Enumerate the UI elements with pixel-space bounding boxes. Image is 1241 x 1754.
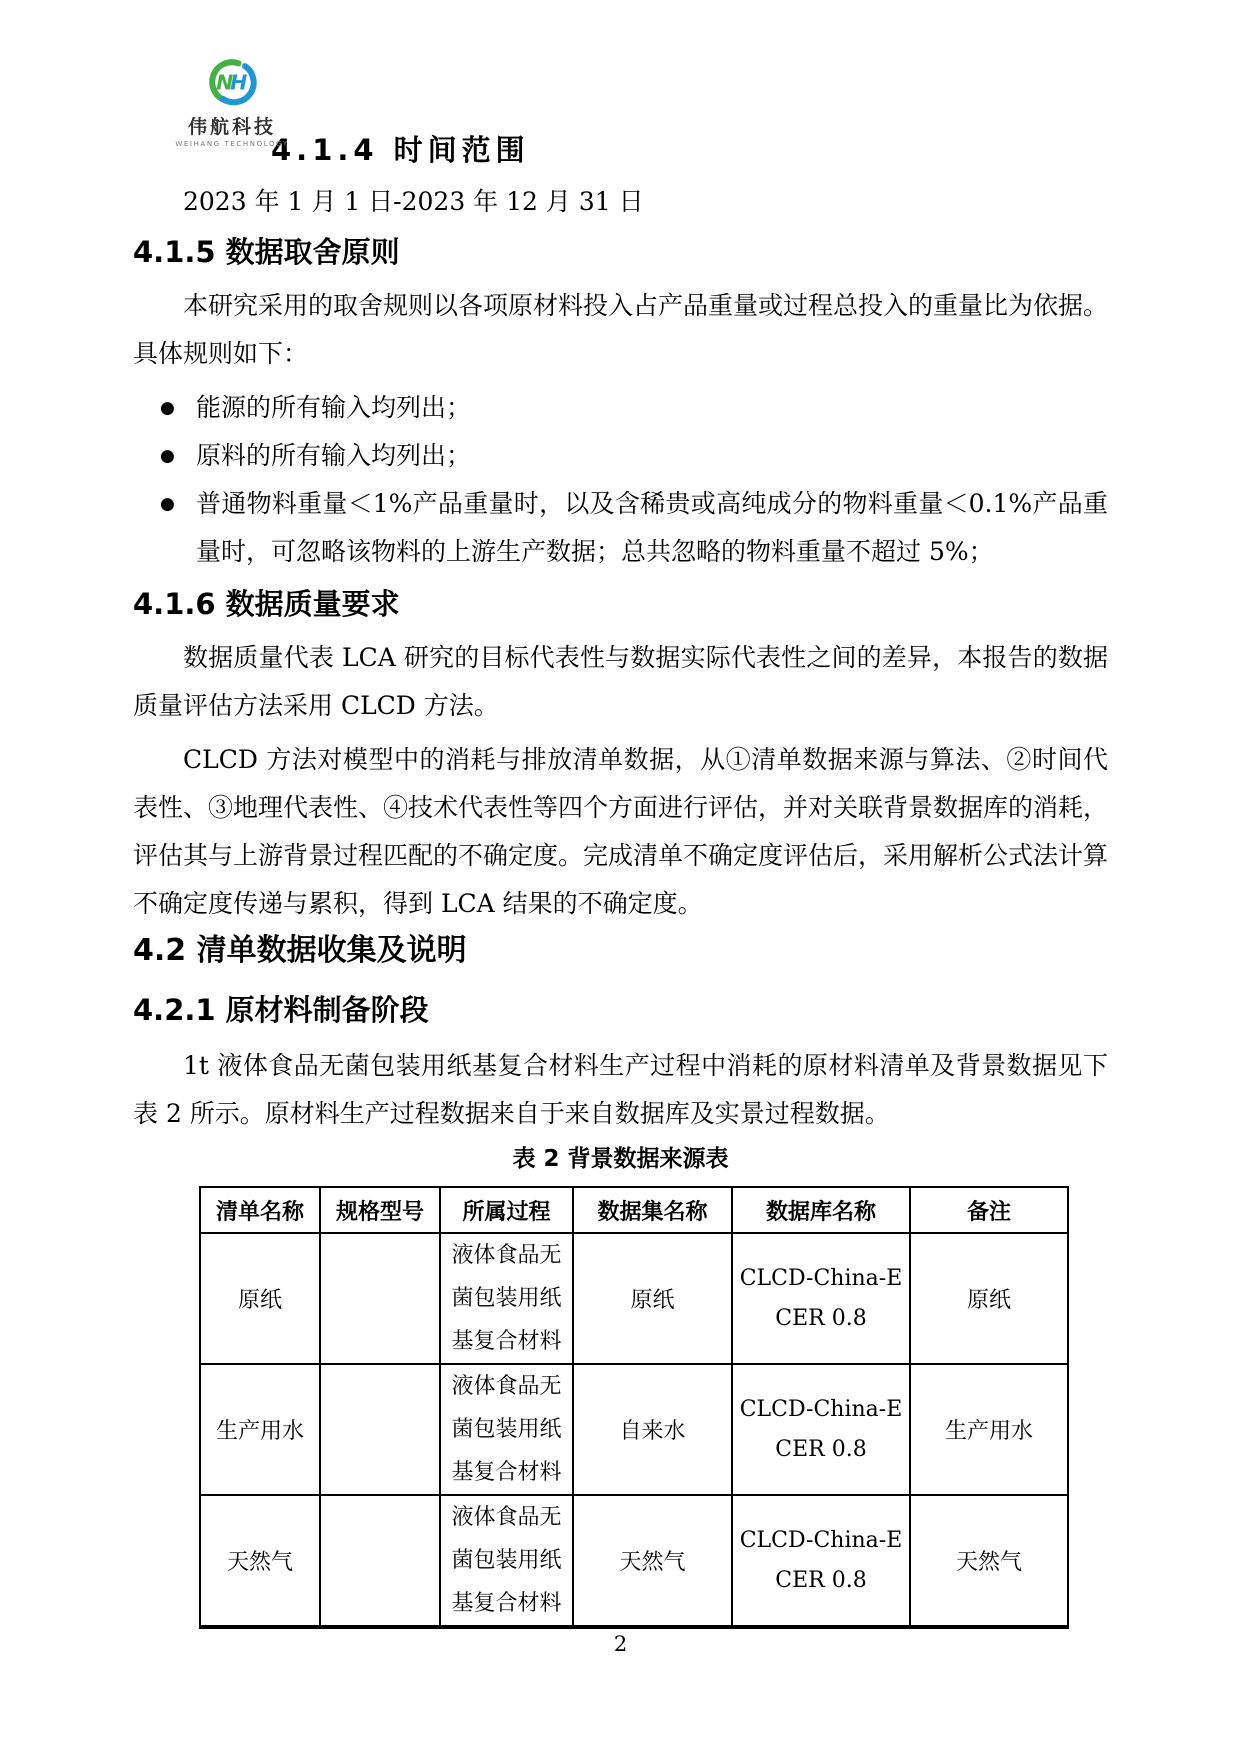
- paragraph-data-quality-2: CLCD 方法对模型中的消耗与排放清单数据，从①清单数据来源与算法、②时间代表性、③地理代表性、④技术代表性等四个方面进行评估，并对关联背景数据库的消耗，评估其与上游背景过程匹配的不确定度。完成清单不确定度评估后，采用解析公式法计算不确定度传递与累积，得到 LCA 结果的不确定度。: [133, 745, 1109, 918]
- cell-spec: [320, 1495, 440, 1627]
- logo-letter-n: N: [216, 70, 234, 95]
- page-number: 2: [613, 1632, 628, 1656]
- heading-4-2-inventory-data: 4.2 清单数据收集及说明: [133, 933, 467, 968]
- heading-4-1-4-time-scope: 4.1.4 时间范围: [271, 133, 530, 167]
- bullet-icon: ●: [160, 446, 175, 466]
- list-item-text: 能源的所有输入均列出；: [196, 393, 472, 422]
- cell-process: 液体食品无菌包装用纸基复合材料: [440, 1364, 573, 1495]
- column-header-database-name: 数据库名称: [732, 1187, 910, 1233]
- list-item-text: 原料的所有输入均列出；: [196, 441, 472, 470]
- cell-process: 液体食品无菌包装用纸基复合材料: [440, 1495, 573, 1627]
- heading-4-1-6-data-quality: 4.1.6 数据质量要求: [133, 587, 400, 621]
- cell-list-name: 生产用水: [200, 1364, 320, 1495]
- table-row: [200, 1495, 1068, 1627]
- cell-note: 天然气: [910, 1495, 1068, 1627]
- heading-4-2-1-raw-material: 4.2.1 原材料制备阶段: [133, 993, 429, 1027]
- date-range-text: 2023 年 1 月 1 日-2023 年 12 月 31 日: [183, 187, 644, 216]
- list-item: [133, 480, 1108, 576]
- list-item: [133, 384, 1108, 432]
- logo-letter-h: H: [230, 70, 248, 95]
- cell-note: 原纸: [910, 1233, 1068, 1364]
- table-row: [200, 1364, 1068, 1495]
- cell-database: CLCD-China-ECER 0.8: [732, 1233, 910, 1364]
- column-header-note: 备注: [910, 1187, 1068, 1233]
- paragraph-raw-material: 1t 液体食品无菌包装用纸基复合材料生产过程中消耗的原材料清单及背景数据见下表 2 所示。原材料生产过程数据来自于来自数据库及实景过程数据。: [133, 1051, 1108, 1128]
- paragraph-cutoff-rules: 本研究采用的取舍规则以各项原材料投入占产品重量或过程总投入的重量比为依据。具体规则如下：: [133, 291, 1109, 368]
- cell-list-name: 天然气: [200, 1495, 320, 1627]
- table-header-row: [200, 1187, 1068, 1233]
- cell-note: 生产用水: [910, 1364, 1068, 1495]
- company-logo: [172, 54, 292, 148]
- cell-dataset: 原纸: [573, 1233, 732, 1364]
- cell-database: CLCD-China-ECER 0.8: [732, 1364, 910, 1495]
- cell-database: CLCD-China-ECER 0.8: [732, 1495, 910, 1627]
- logo-company-name: 伟航科技: [187, 116, 276, 138]
- column-header-process: 所属过程: [440, 1187, 573, 1233]
- table-caption: 表 2 背景数据来源表: [512, 1146, 729, 1172]
- bullet-icon: ●: [160, 494, 175, 514]
- column-header-list-name: 清单名称: [200, 1187, 320, 1233]
- cell-list-name: 原纸: [200, 1233, 320, 1364]
- cell-dataset: 天然气: [573, 1495, 732, 1627]
- column-header-dataset-name: 数据集名称: [573, 1187, 732, 1233]
- cell-spec: [320, 1364, 440, 1495]
- cutoff-rules-list: [133, 384, 1108, 576]
- heading-4-1-5-data-cutoff: 4.1.5 数据取舍原则: [133, 235, 400, 269]
- paragraph-data-quality-1: 数据质量代表 LCA 研究的目标代表性与数据实际代表性之间的差异，本报告的数据质量评估方法采用 CLCD 方法。: [133, 643, 1108, 720]
- cell-spec: [320, 1233, 440, 1364]
- list-item: [133, 432, 1108, 480]
- cell-dataset: 自来水: [573, 1364, 732, 1495]
- logo-mark-icon: [204, 54, 260, 110]
- list-item-text: 普通物料重量＜1%产品重量时，以及含稀贵或高纯成分的物料重量＜0.1%产品重量时，可忽略该物料的上游生产数据；总共忽略的物料重量不超过 5%；: [196, 489, 1108, 566]
- bullet-icon: ●: [160, 398, 175, 418]
- cell-process: 液体食品无菌包装用纸基复合材料: [440, 1233, 573, 1364]
- background-data-source-table: [199, 1186, 1069, 1629]
- table-row: [200, 1233, 1068, 1364]
- column-header-spec-model: 规格型号: [320, 1187, 440, 1233]
- logo-company-name-en: WEIHANG TECHNOLOGY: [175, 140, 289, 148]
